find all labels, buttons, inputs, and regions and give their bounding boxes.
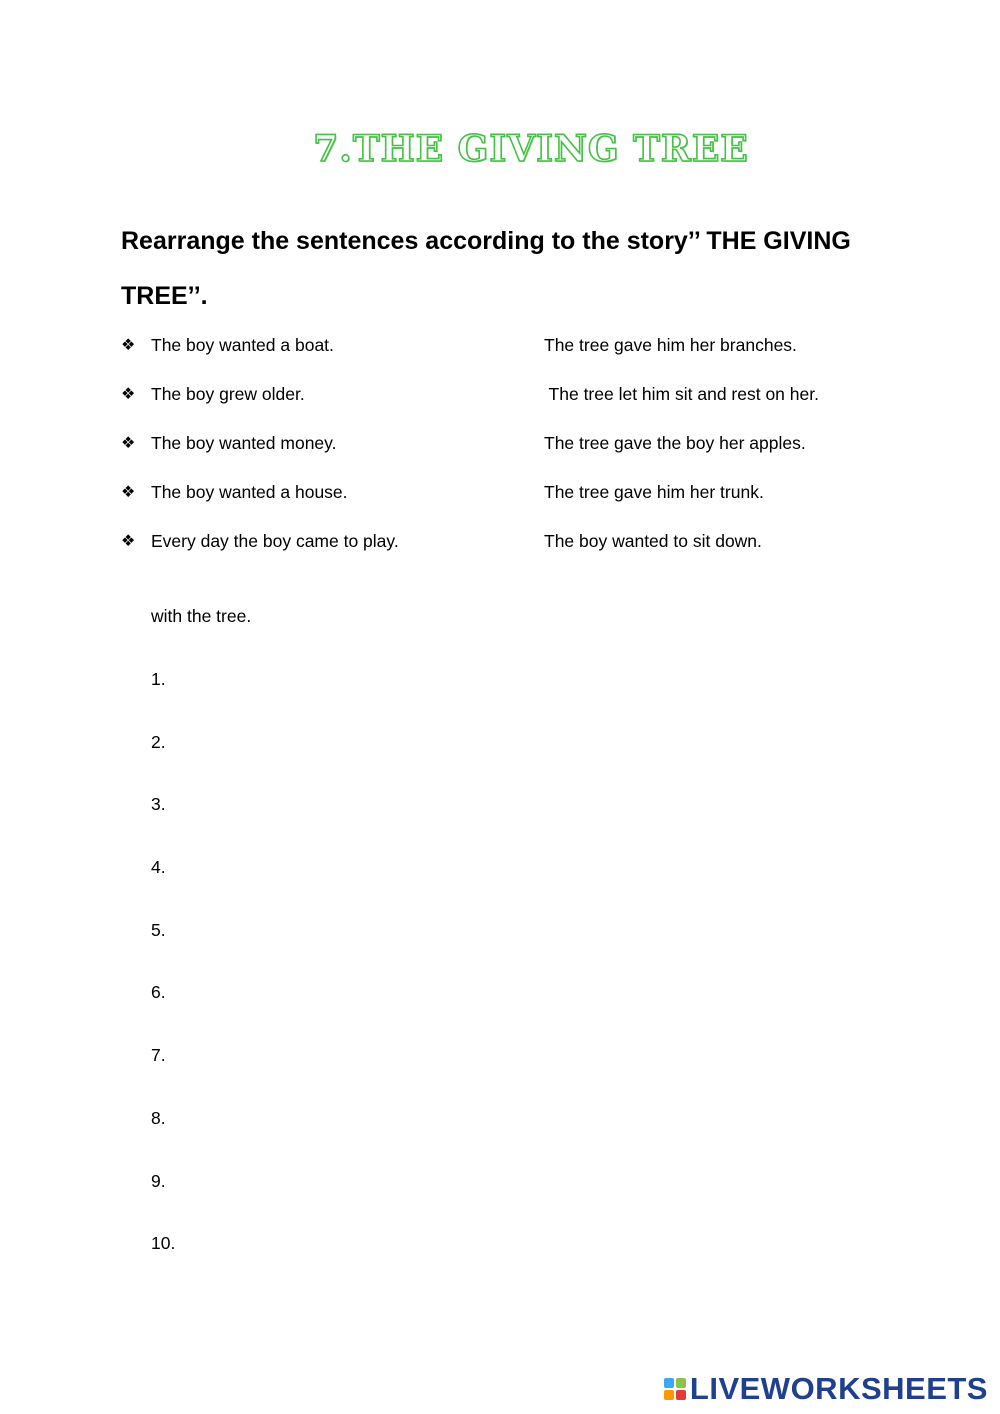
bullet-diamond-icon: ❖ bbox=[121, 531, 136, 550]
boy-sentence: The boy wanted a boat. bbox=[151, 335, 334, 355]
answer-number: 6. bbox=[151, 982, 166, 1003]
sentence-row bbox=[0, 333, 1000, 382]
sentence-continuation: with the tree. bbox=[151, 606, 252, 626]
boy-sentence: The boy wanted a house. bbox=[151, 482, 348, 502]
answer-number: 3. bbox=[151, 794, 166, 815]
answer-number: 5. bbox=[151, 919, 166, 940]
boy-sentence: The boy grew older. bbox=[151, 384, 305, 404]
sentence-list bbox=[0, 333, 1000, 578]
boy-sentence: The boy wanted money. bbox=[151, 433, 337, 453]
sentence-row bbox=[0, 480, 1000, 529]
logo-square bbox=[676, 1378, 686, 1388]
answer-number: 10. bbox=[151, 1233, 176, 1254]
bullet-diamond-icon: ❖ bbox=[121, 482, 136, 501]
logo-square bbox=[676, 1390, 686, 1400]
bullet-diamond-icon: ❖ bbox=[121, 335, 136, 354]
sentence-row bbox=[0, 431, 1000, 480]
tree-sentence: The tree gave him her branches. bbox=[544, 335, 797, 355]
liveworksheets-mark-icon bbox=[664, 1378, 686, 1400]
logo-square bbox=[664, 1378, 674, 1388]
sentence-row bbox=[0, 382, 1000, 431]
boy-sentence: Every day the boy came to play. bbox=[151, 531, 399, 551]
tree-sentence: The tree gave the boy her apples. bbox=[544, 433, 806, 453]
answer-number: 7. bbox=[151, 1045, 166, 1066]
sentence-row bbox=[0, 529, 1000, 578]
answer-number: 2. bbox=[151, 731, 166, 752]
answer-number: 4. bbox=[151, 857, 166, 878]
bullet-diamond-icon: ❖ bbox=[121, 384, 136, 403]
logo-square bbox=[664, 1390, 674, 1400]
answer-number: 9. bbox=[151, 1170, 166, 1191]
page-title: 7.THE GIVING TREE bbox=[313, 128, 749, 170]
answer-number: 8. bbox=[151, 1107, 166, 1128]
tree-sentence: The tree let him sit and rest on her. bbox=[544, 384, 819, 404]
tree-sentence: The tree gave him her trunk. bbox=[544, 482, 764, 502]
liveworksheets-logo bbox=[664, 1372, 988, 1406]
answer-list bbox=[151, 667, 751, 1294]
logo-text: LIVEWORKSHEETS bbox=[689, 1371, 988, 1406]
bullet-diamond-icon: ❖ bbox=[121, 433, 136, 452]
instruction-text: Rearrange the sentences according to the story’’ THE GIVING TREE’’. bbox=[121, 227, 851, 310]
answer-number: 1. bbox=[151, 669, 166, 689]
tree-sentence: The boy wanted to sit down. bbox=[544, 531, 762, 551]
